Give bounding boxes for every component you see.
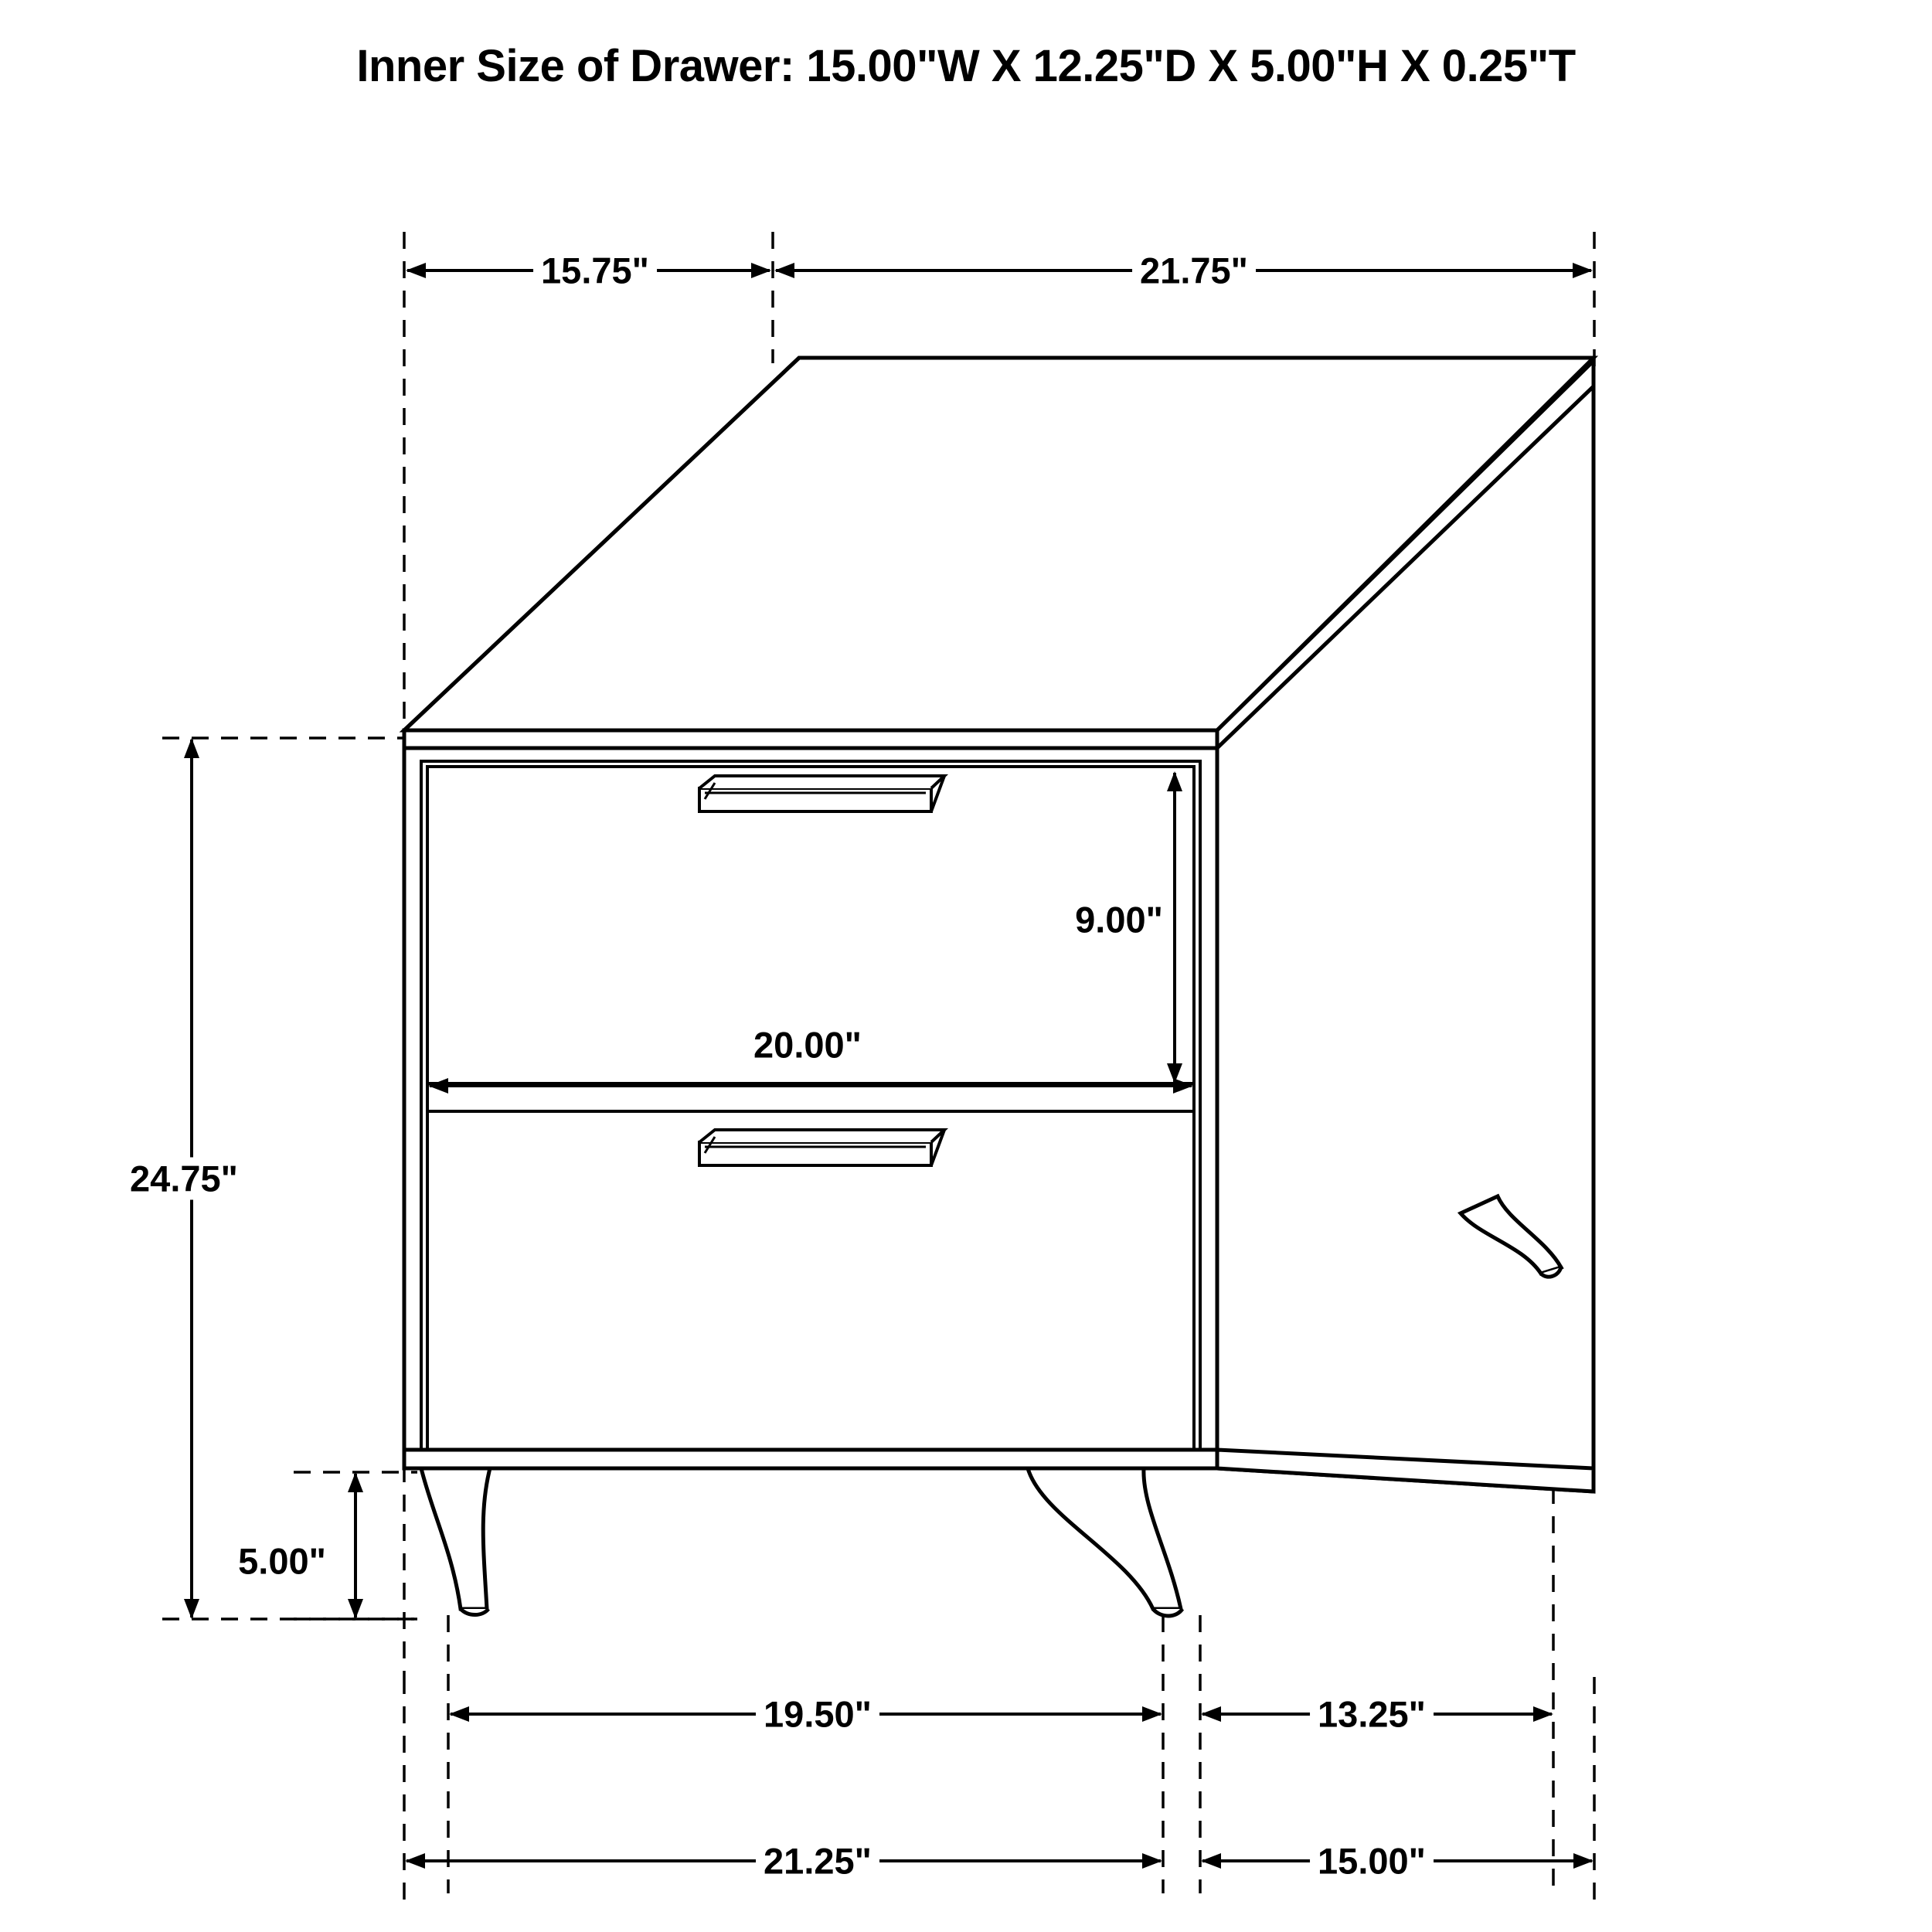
page-title: Inner Size of Drawer: 15.00"W X 12.25"D X 5.00"H X 0.25"T: [356, 41, 1576, 91]
dim-label-front-leg-span: 19.50": [756, 1693, 879, 1736]
dim-label-drawer-width: 20.00": [746, 1024, 869, 1066]
dim-label-side-leg-span: 13.25": [1310, 1693, 1434, 1736]
dim-label-overall-width: 21.25": [756, 1840, 879, 1883]
dim-label-overall-height: 24.75": [122, 1158, 246, 1200]
dim-label-leg-height: 5.00": [230, 1540, 334, 1583]
dim-label-overall-depth: 15.00": [1310, 1840, 1434, 1883]
dim-label-top-width: 21.75": [1132, 250, 1256, 292]
dim-label-top-depth: 15.75": [533, 250, 657, 292]
dim-label-drawer-height: 9.00": [1067, 899, 1171, 941]
